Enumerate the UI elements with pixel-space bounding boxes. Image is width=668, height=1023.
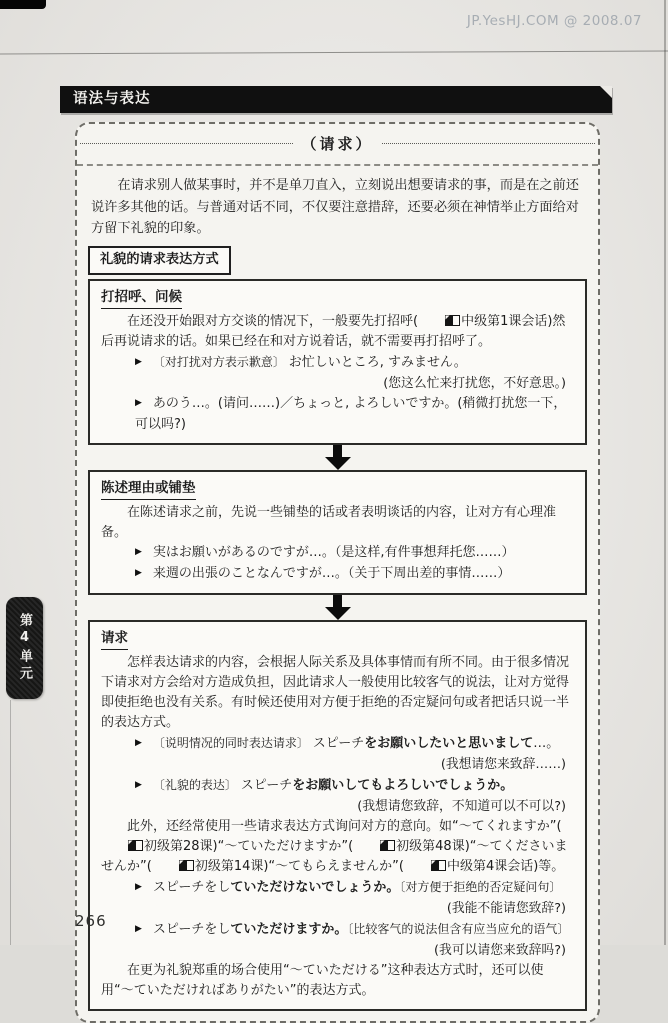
text-segment: スピーチをし (152, 921, 231, 937)
bullet-triangle-icon: ▶ (135, 546, 142, 557)
body-paragraph (101, 503, 574, 543)
sections-container (88, 279, 587, 1011)
text-segment: 在还没开始跟对方交谈的情况下，一般要先打招呼( (127, 313, 419, 329)
text-segment: スピーチ (312, 735, 365, 751)
text-segment: 在陈述请求之前，先说一些铺垫的话或者表明谈话的内容，让对方有心理准备。 (101, 504, 557, 540)
method-label-box (88, 246, 231, 275)
scan-right-edge (664, 0, 666, 945)
annotation-text: 〔对打扰对方表示歉意〕 (152, 354, 289, 369)
emphasis-text: をお願いしてもよろしいでしょうか。 (292, 777, 514, 793)
text-segment: (您这么忙来打扰您，不好意思。) (383, 375, 566, 391)
unit-tab (6, 597, 43, 699)
bullet-triangle-icon: ▶ (135, 397, 142, 408)
topic-label: 请求 (319, 135, 356, 153)
topic-body (77, 166, 598, 1021)
text-segment: 初级第14课)“～てもらえませんか”( (194, 858, 404, 874)
unit-tab-label: 第4单元 (17, 613, 32, 683)
scan-corner-mark (0, 0, 46, 9)
scan-top-rule (0, 51, 668, 55)
section-heading: 请求 (101, 628, 128, 650)
dotted-rule-left (80, 143, 293, 144)
text-segment: あのう…。(请问……)／ちょっと, よろしいですか。(稍微打扰您一下，可以吗?) (135, 395, 567, 432)
page-content (60, 86, 612, 1023)
translation-line (101, 899, 574, 919)
bullet-triangle-icon: ▶ (135, 567, 142, 578)
section-box (88, 279, 587, 445)
text-segment: (我想请您致辞，不知道可以不可以?) (357, 798, 566, 814)
emphasis-text: ていただけますか。 (230, 921, 348, 937)
flow-down-arrow (325, 595, 351, 620)
text-segment: 来週の出張のことなんですが…。（关于下周出差的事情……） (152, 565, 511, 581)
bullet-triangle-icon: ▶ (135, 737, 142, 748)
text-segment: お忙しいところ, すみません。 (288, 354, 467, 370)
bullet-triangle-icon: ▶ (135, 881, 142, 892)
book-icon (102, 840, 143, 851)
example-bullet (101, 543, 574, 564)
text-segment: スピーチをし (152, 879, 231, 895)
method-label-text: 礼貌的请求表达方式 (100, 251, 219, 267)
text-segment: 此外，还经常使用一些请求表达方式询问对方的意向。如“～てくれますか”( (127, 818, 562, 834)
annotation-text: 〔说明情况的同时表达请求〕 (152, 735, 313, 750)
translation-line (101, 374, 574, 394)
text-segment: 中级第4课会话)等。 (446, 858, 565, 874)
topic-title-row (77, 124, 598, 166)
example-bullet (101, 919, 574, 941)
text-segment: (我能不能请您致辞?) (446, 900, 566, 916)
text-segment: 在更为礼貌郑重的场合使用“～ていただける”这种表达方式时，还可以使用“～ていただければありがたい”的表达方式。 (101, 962, 544, 998)
chapter-header-bar (60, 86, 612, 113)
topic-paren-close: ） (355, 135, 374, 153)
text-segment: (我想请您来致辞……) (440, 756, 566, 772)
section-box (88, 620, 587, 1011)
chapter-header-title: 语法与表达 (73, 91, 151, 107)
annotation-text: 〔礼貌的表达〕 (152, 777, 241, 792)
translation-line (101, 797, 574, 817)
scan-left-edge (10, 700, 11, 945)
book-icon (153, 860, 194, 871)
body-paragraph (101, 817, 574, 877)
annotation-text: 〔对方便于拒绝的否定疑问句〕 (399, 879, 562, 894)
example-bullet (101, 733, 574, 755)
text-segment: 初级第28课)“～ていただけますか”( (144, 838, 354, 854)
example-bullet (101, 352, 574, 374)
body-paragraph (101, 312, 574, 352)
book-icon (354, 840, 395, 851)
page-number: 266 (75, 912, 107, 930)
bullet-triangle-icon: ▶ (135, 923, 142, 934)
flow-down-arrow (325, 445, 351, 470)
text-segment: 実はお願いがあるのですが…。（是这样,有件事想拜托您……） (152, 544, 515, 560)
watermark: JP.YesHJ.COM @ 2008.07 (466, 13, 642, 29)
text-segment: (我可以请您来致辞吗?) (434, 942, 566, 958)
translation-line (101, 755, 574, 775)
dotted-rule-right (382, 143, 595, 144)
section-heading: 陈述理由或铺垫 (101, 478, 196, 500)
book-icon (405, 860, 446, 871)
topic-paren-open: （ (301, 135, 320, 153)
intro-paragraph: 在请求别人做某事时，并不是单刀直入，立刻说出想要请求的事，而是在之前还说许多其他的话。与普通对话不同，不仅要注意措辞，还要必须在神情举止方面给对方留下礼貌的印象。 (91, 178, 579, 236)
book-icon (419, 315, 460, 326)
emphasis-text: をお願いしたいと思いまして (364, 735, 534, 751)
example-bullet (101, 877, 574, 899)
text-segment: …。 (533, 735, 560, 751)
text-segment: 怎样表达请求的内容，会根据人际关系及具体事情而有所不同。由于很多情况下请求对方会给对方造成负担，因此请求人一般使用比较客气的说法，让对方觉得即使拒绝也没有关系。有时候还使用对方便于拒绝的否定疑问句或者把话只说一半的表达方式。 (101, 654, 570, 730)
emphasis-text: ていただけないでしょうか。 (230, 879, 400, 895)
topic-outer-box (75, 122, 600, 1023)
section-heading: 打招呼、问候 (101, 287, 182, 309)
text-segment: 中级第1课会话)然后再说请求的话。如果已经在和对方说着话，就不需要再打招呼了。 (101, 313, 566, 349)
example-bullet (101, 564, 574, 585)
body-paragraph (101, 653, 574, 733)
example-bullet (101, 394, 574, 435)
text-segment: スピーチ (240, 777, 293, 793)
translation-line (101, 941, 574, 961)
text-segment: 初级第48课)“～てくださいませんか”( (101, 838, 568, 874)
annotation-text: 〔比较客气的说法但含有应当应允的语气〕 (347, 921, 570, 936)
example-bullet (101, 775, 574, 797)
body-paragraph (101, 961, 574, 1001)
section-box (88, 470, 587, 595)
bullet-triangle-icon: ▶ (135, 356, 142, 367)
dogear-fold (600, 86, 612, 98)
topic-title (293, 133, 381, 154)
bullet-triangle-icon: ▶ (135, 779, 142, 790)
